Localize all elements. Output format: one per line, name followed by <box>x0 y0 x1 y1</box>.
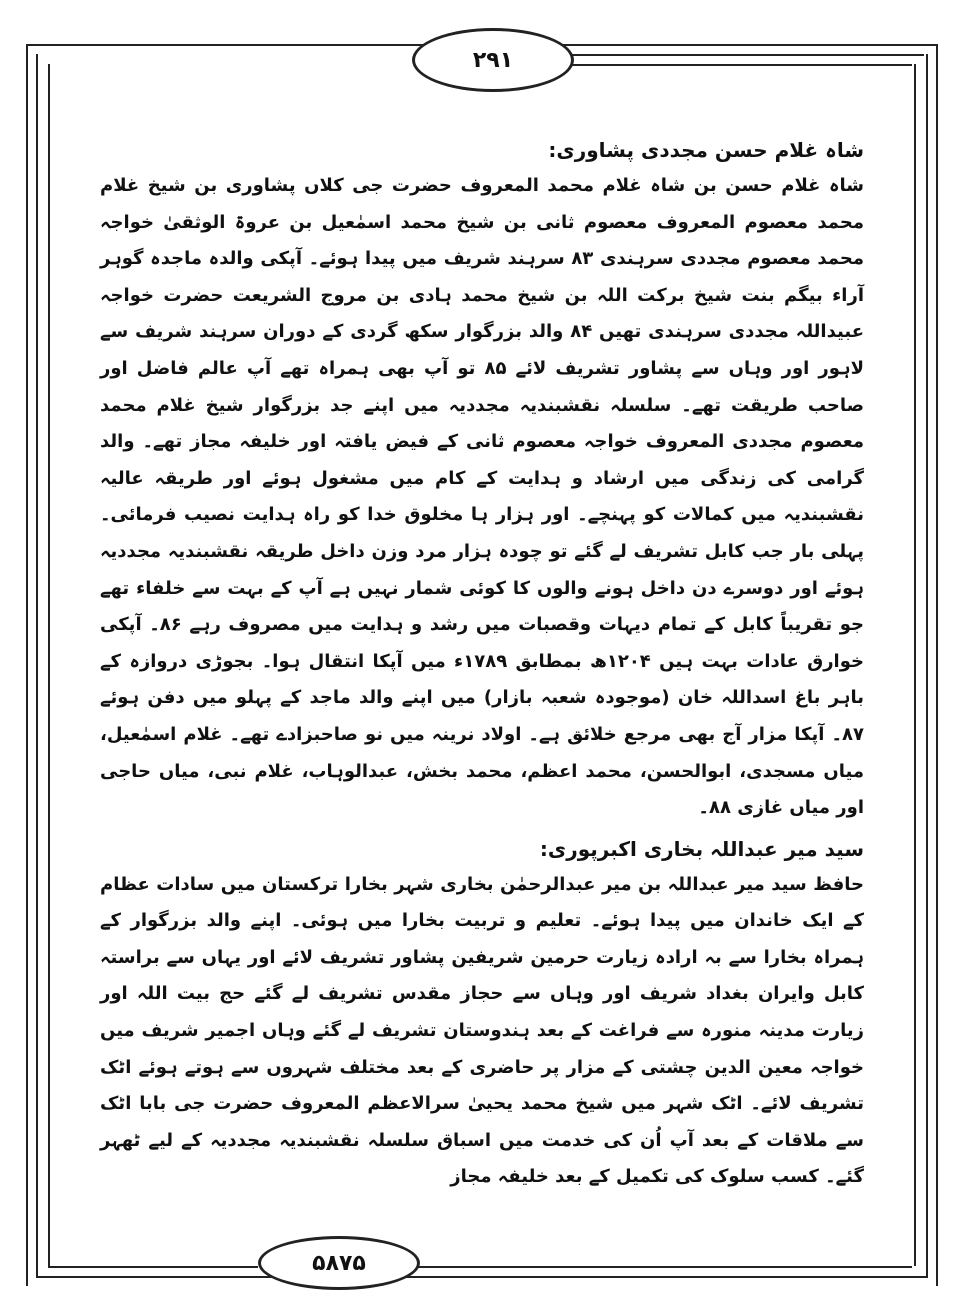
page-number-bottom: ۵۸۷۵ <box>258 1236 420 1290</box>
page-content <box>100 132 864 1200</box>
bottom-rule-outer <box>414 1266 912 1268</box>
section-heading-2: سید میر عبداللہ بخاری اکبرپوری: <box>539 836 864 861</box>
bottom-rule <box>48 1266 258 1268</box>
section-paragraph-2: حافظ سید میر عبداللہ بن میر عبدالرحمٰن بخاری شہر بخارا ترکستان میں سادات عظام کے ایک خاندان میں پیدا ہوئے۔ تعلیم و تربیت بخارا میں ہوئی۔ اپنے والد بزرگوار کے ہمراہ بخارا سے بہ ارادہ زیارت حرمین شریفین پشاور تشریف لائے اور یہاں سے براستہ کابل وایران بغداد شریف اور وہاں سے حجاز مقدس تشریف لے گئے حج بیت اللہ اور زیارت مدینہ منورہ سے فراغت کے بعد ہندوستان تشریف لے گئے وہاں اجمیر شریف میں خواجہ معین الدین چشتی کے مزار پر حاضری کے بعد مختلف شہروں سے ہوتے ہوئے اٹک تشریف لائے۔ اٹک شہر میں شیخ محمد یحییٰ سرالاعظم المعروف حضرت جی بابا اٹک سے ملاقات کے بعد آپ اُن کی خدمت میں اسباق سلسلہ نقشبندیہ مجددیہ کے لیے ٹھہر گئے۔ کسب سلوک کی تکمیل کے بعد خلیفہ مجاز <box>100 873 864 1188</box>
top-rule-inner <box>568 64 912 66</box>
page-number-top: ۲۹۱ <box>412 28 574 92</box>
section-heading-1: شاہ غلام حسن مجددی پشاوری: <box>548 138 864 162</box>
top-rule <box>568 54 924 56</box>
section-paragraph-1: شاہ غلام حسن بن شاہ غلام محمد المعروف حضرت جی کلاں پشاوری بن شیخ غلام محمد معصوم المعروف معصوم ثانی بن شیخ محمد اسمٰعیل بن عروۃ الوثقیٰ خواجہ محمد معصوم مجددی سرہندی ۸۳ سرہند شریف میں پیدا ہوئے۔ آپکی والدہ ماجدہ گوہر آراء بیگم بنت شیخ برکت اللہ بن شیخ محمد ہادی بن مروج الشریعت حضرت خواجہ عبیداللہ مجددی سرہندی تھیں ۸۴ والد بزرگوار سکھ گردی کے دوران سرہند شریف سے لاہور اور وہاں سے پشاور تشریف لائے ۸۵ تو آپ بھی ہمراہ تھے آپ عالم فاضل اور صاحب طریقت تھے۔ سلسلہ نقشبندیہ مجددیہ میں اپنے جد بزرگوار شیخ غلام محمد معصوم مجددی المعروف خواجہ معصوم ثانی کے فیض یافتہ اور خلیفہ مجاز تھے۔ والد گرامی کی زندگی میں ارشاد و ہدایت کے کام میں مشغول ہوئے اور طریقہ عالیہ نقشبندیہ میں کمالات کو پہنچے۔ اور ہزار ہا مخلوق خدا کو راہ ہدایت نصیب فرمائی۔ پہلی بار جب کابل تشریف لے گئے تو چودہ ہزار مرد وزن داخل طریقہ نقشبندیہ مجددیہ ہوئے اور دوسرے دن داخل ہونے والوں کا کوئی شمار نہیں ہے آپ کے بہت سے خلفاء تھے جو تقریباً کابل کے تمام دیہات وقصبات میں رشد و ہدایت میں مصروف رہے ۸۶۔ آپکی خوارق عادات بہت ہیں ۱۲۰۴ھ بمطابق ۱۷۸۹ء میں آپکا انتقال ہوا۔ بجوڑی دروازہ کے باہر باغ اسداللہ خان (موجودہ شعبہ بازار) میں اپنے والد ماجد کے پہلو میں دفن ہوئے ۸۷۔ آپکا مزار آج بھی مرجع خلائق ہے۔ اولاد نرینہ میں نو صاحبزادے تھے۔ غلام اسمٰعیل، میاں مسجدی، ابوالحسن، محمد اعظم، محمد بخش، عبدالوہاب، غلام نبی، میاں حاجی اور میاں غازی ۸۸۔ <box>100 175 864 819</box>
